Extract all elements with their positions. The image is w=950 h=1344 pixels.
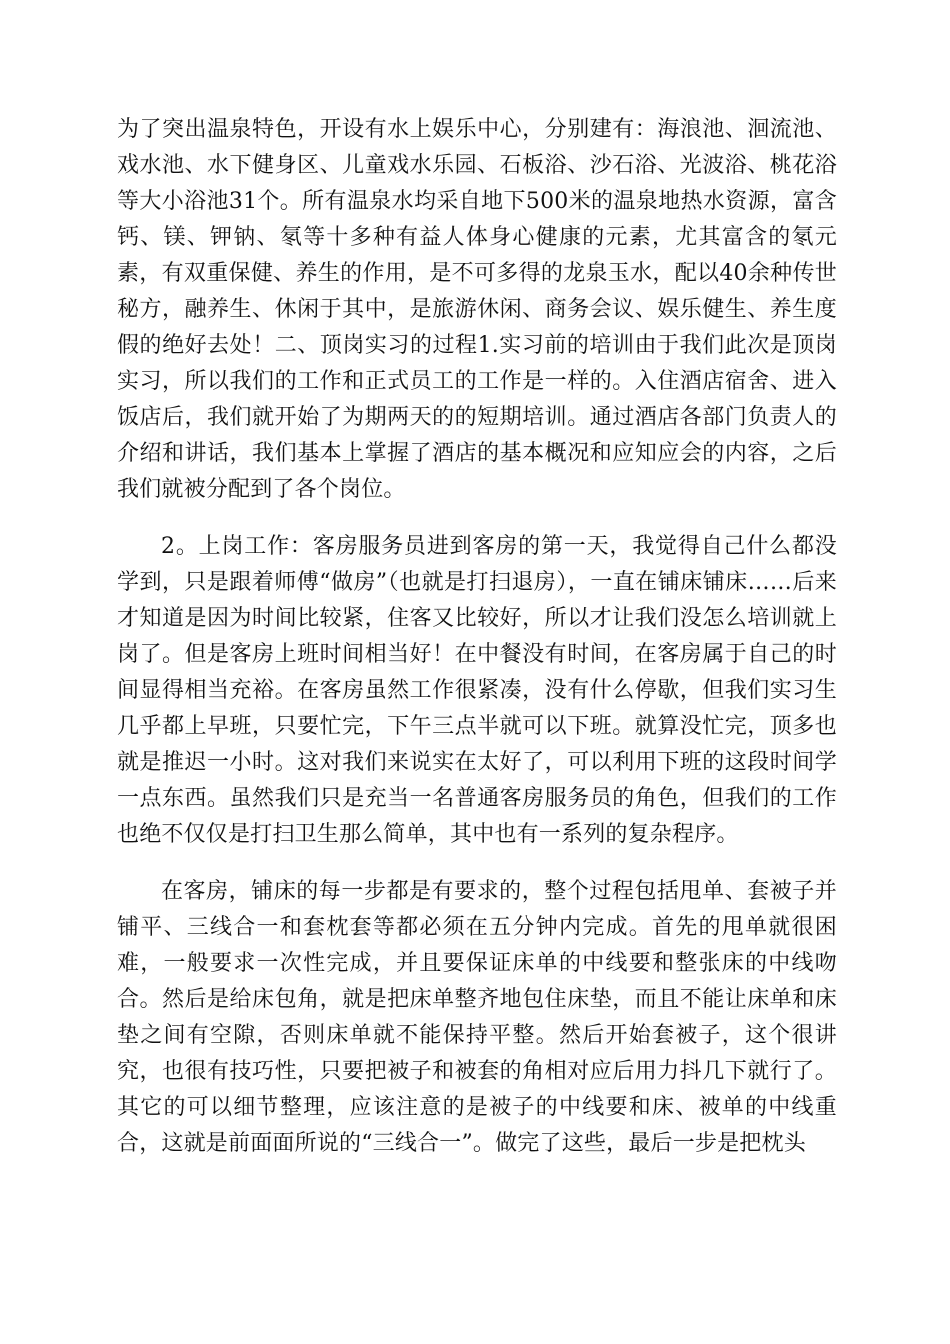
document-body xyxy=(117,112,837,1162)
paragraph-hot-spring-intro: 为了突出温泉特色，开设有水上娱乐中心，分别建有：海浪池、洄流池、戏水池、水下健身区、儿童戏水乐园、石板浴、沙石浴、光波浴、桃花浴等大小浴池31个。所有温泉水均采自地下500米的温泉地热水资源，富含钙、镁、钾钠、氡等十多种有益人体身心健康的元素，尤其富含的氡元素，有双重保健、养生的作用，是不可多得的龙泉玉水，配以40余种传世秘方，融养生、休闲于其中，是旅游休闲、商务会议、娱乐健生、养生度假的绝好去处！二、顶岗实习的过程1.实习前的培训由于我们此次是顶岗实习，所以我们的工作和正式员工的工作是一样的。入住酒店宿舍、进入饭店后，我们就开始了为期两天的的短期培训。通过酒店各部门负责人的介绍和讲话，我们基本上掌握了酒店的基本概况和应知应会的内容，之后我们就被分配到了各个岗位。 xyxy=(117,117,837,502)
paragraph-on-duty-work: 2。上岗工作：客房服务员进到客房的第一天，我觉得自己什么都没学到，只是跟着师傅“做房”（也就是打扫退房），一直在铺床铺床……后来才知道是因为时间比较紧，住客又比较好，所以才让我们没怎么培训就上岗了。但是客房上班时间相当好！在中餐没有时间，在客房属于自己的时间显得相当充裕。在客房虽然工作很紧凑，没有什么停歇，但我们实习生几乎都上早班，只要忙完，下午三点半就可以下班。就算没忙完，顶多也就是推迟一小时。这对我们来说实在太好了，可以利用下班的这段时间学一点东西。虽然我们只是充当一名普通客房服务员的角色，但我们的工作也绝不仅仅是打扫卫生那么简单，其中也有一系列的复杂程序。 xyxy=(117,534,837,847)
paragraph-bed-making: 在客房，铺床的每一步都是有要求的，整个过程包括甩单、套被子并铺平、三线合一和套枕套等都必须在五分钟内完成。首先的甩单就很困难，一般要求一次性完成，并且要保证床单的中线要和整张床的中线吻合。然后是给床包角，就是把床单整齐地包住床垫，而且不能让床单和床垫之间有空隙，否则床单就不能保持平整。然后开始套被子，这个很讲究，也很有技巧性，只要把被子和被套的角相对应后用力抖几下就行了。其它的可以细节整理，应该注意的是被子的中线要和床、被单的中线重合，这就是前面面所说的“三线合一”。做完了这些，最后一步是把枕头 xyxy=(117,879,837,1156)
